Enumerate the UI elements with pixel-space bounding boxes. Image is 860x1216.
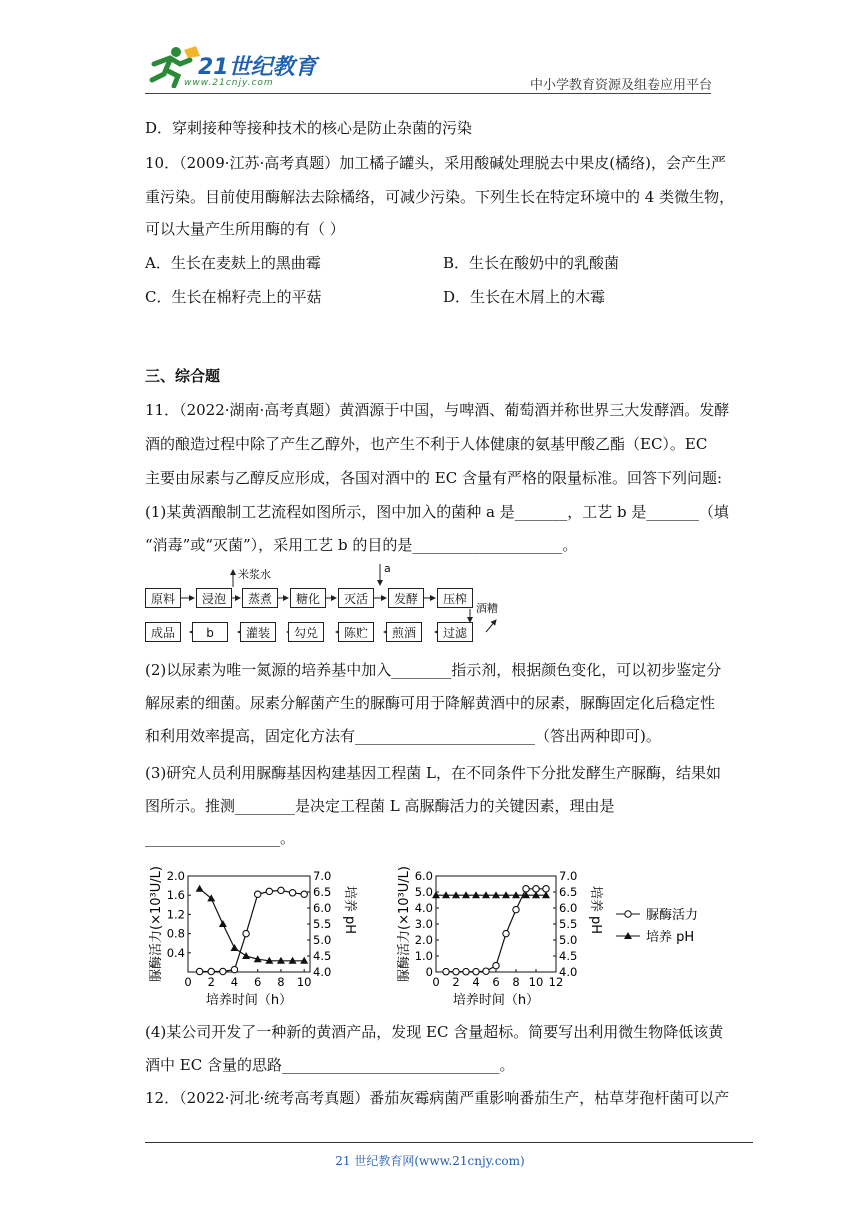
flow-step-saccharify: 糖化 [290,588,326,608]
x-tick-label: 2 [452,975,460,989]
y-tick-label: 0.8 [166,926,185,941]
y-tick-label: 3.0 [414,917,433,931]
x-tick-label: 12 [548,975,564,989]
data-point-circle [196,968,202,974]
y2-tick-label: 5.0 [313,933,332,947]
y-tick-label: 5.0 [414,885,433,899]
y-tick-label: 1.0 [414,949,433,963]
data-point-circle [289,890,295,896]
header [140,40,720,95]
x-tick-label: 2 [207,975,215,989]
x-tick-label: 10 [296,975,312,989]
data-point-circle [523,886,529,892]
q11-part2-2: 解尿素的细菌。尿素分解菌产生的脲酶可用于降解黄酒中的尿素，脲酶固定化后稳定性 [145,694,716,712]
y2-tick-label: 4.5 [559,949,578,963]
legend-marker-circle [625,911,631,917]
y2-tick-label: 7.0 [559,869,578,883]
data-point-circle [255,891,261,897]
q10-stem-2: 重污染。目前使用酶解法去除橘络，可减少污染。下列生长在特定环境中的 4 类微生物， [145,188,735,206]
q11-part4-2: 酒中 EC 含量的思路_____________________________。 [145,1056,515,1074]
y-tick-label: 0 [425,965,433,979]
header-rule [145,93,711,94]
y-axis-label: 脲酶活力(×10³U/L) [149,866,164,982]
data-point-circle [493,962,499,968]
data-point-circle [473,968,479,974]
flow-out-label: 米浆水 [238,568,271,581]
x-tick-label: 8 [512,975,520,989]
q10-stem-1: 10．（2009·江苏·高考真题）加工橘子罐头，采用酸碱处理脱去中果皮(橘络)，会产生严 [145,154,727,172]
flow-step-bottling: 灌装 [240,622,276,642]
section-title: 三、综合题 [145,367,221,385]
data-point-circle [266,888,272,894]
logo-text: 21世纪教育 [198,55,317,80]
y-tick-label: 1.2 [166,907,185,922]
y2-axis-label: 培养 pH [342,885,357,935]
chart-urease-ph-2 [378,850,718,1010]
y2-tick-label: 6.0 [313,901,332,915]
x-tick-label: 0 [184,975,192,989]
flow-in-label: a [384,562,391,575]
series-line [446,889,546,972]
data-point-circle [533,886,539,892]
x-tick-label: 4 [472,975,480,989]
q11-part1-1: (1)某黄酒酿制工艺流程如图所示，图中加入的菌种 a 是_______，工艺 b 是_______（填 [145,503,729,521]
q10-option-c: C．生长在棉籽壳上的平菇 [145,288,322,306]
y-tick-label: 2.0 [414,933,433,947]
x-tick-label: 6 [254,975,262,989]
y2-tick-label: 5.5 [313,917,332,931]
flow-step-product: 成品 [145,622,181,642]
x-axis-label: 培养时间（h） [452,993,540,1008]
header-right-text: 中小学教育资源及组卷应用平台 [530,78,713,93]
q11-stem-2: 酒的酿造过程中除了产生乙醇外，也产生不利于人体健康的氨基甲酸乙酯（EC）。EC [145,435,708,453]
flow-step-blend: 勾兑 [288,622,324,642]
y-tick-label: 2.0 [166,869,185,883]
flow-side-label: 酒糟 [476,602,498,615]
q10-stem-3: 可以大量产生所用酶的有（ ） [145,220,345,238]
q11-part1-2: “消毒”或“灭菌”），采用工艺 b 的目的是____________________。 [145,536,578,554]
data-point-circle [278,887,284,893]
y2-tick-label: 6.5 [313,885,332,899]
data-point-circle [513,906,519,912]
footer-rule [145,1142,753,1143]
legend-label-urease: 脲酶活力 [646,908,699,923]
data-point-circle [301,891,307,897]
y-tick-label: 6.0 [414,869,433,883]
data-point-circle [231,966,237,972]
x-tick-label: 0 [432,975,440,989]
y-axis-label: 脲酶活力(×10³U/L) [397,866,412,982]
flow-step-filter: 过滤 [437,622,473,642]
data-point-circle [483,968,489,974]
flow-step-age: 陈贮 [338,622,374,642]
series-line [200,889,305,961]
y2-tick-label: 4.0 [313,965,332,979]
data-point-triangle [196,885,204,892]
y2-tick-label: 6.5 [559,885,578,899]
data-point-circle [243,930,249,936]
y2-tick-label: 7.0 [313,869,332,883]
flow-step-inactivate: 灭活 [338,588,374,608]
flow-step-decoct: 煎酒 [386,622,422,642]
y2-axis-label: 培养 pH [588,885,603,935]
q11-stem-1: 11．（2022·湖南·高考真题）黄酒源于中国，与啤酒、葡萄酒并称世界三大发酵酒。发酵 [145,401,730,419]
x-axis-label: 培养时间（h） [205,993,293,1008]
q11-part2-1: (2)以尿素为唯一氮源的培养基中加入________指示剂，根据颜色变化，可以初步鉴定分 [145,661,722,679]
y-tick-label: 0.4 [166,945,185,960]
data-point-circle [453,968,459,974]
q12-stem-1: 12．（2022·河北·统考高考真题）番茄灰霉病菌严重影响番茄生产，枯草芽孢杆菌可以产 [145,1089,730,1107]
y2-tick-label: 4.5 [313,949,332,963]
q10-option-a: A．生长在麦麸上的黑曲霉 [145,254,321,272]
q11-part2-3: 和利用效率提高，固定化方法有________________________（答出两种即可)。 [145,727,661,745]
q11-part3-1: (3)研究人员利用脲酶基因构建基因工程菌 L，在不同条件下分批发酵生产脲酶，结果如 [145,764,721,782]
x-tick-label: 8 [277,975,285,989]
data-point-triangle [219,920,227,927]
y2-tick-label: 5.5 [559,917,578,931]
q11-part3-3: __________________。 [145,829,296,847]
data-point-circle [543,886,549,892]
q9-option-d: D．穿刺接种等接种技术的核心是防止杂菌的污染 [145,119,473,137]
data-point-triangle [242,952,250,959]
data-point-circle [463,968,469,974]
x-tick-label: 6 [492,975,500,989]
data-point-circle [443,968,449,974]
legend-label-ph: 培养 pH [646,930,695,945]
q11-stem-3: 主要由尿素与乙醇反应形成，各国对酒中的 EC 含量有严格的限量标准。回答下列问题: [145,469,723,487]
y-tick-label: 1.6 [166,888,185,903]
data-point-triangle [230,944,238,951]
flow-step-raw: 原料 [145,588,181,608]
data-point-circle [220,968,226,974]
y-tick-label: 4.0 [414,901,433,915]
y2-tick-label: 5.0 [559,933,578,947]
q11-part4-1: (4)某公司开发了一种新的黄酒产品，发现 EC 含量超标。简要写出利用微生物降低该黄 [145,1023,724,1041]
flow-step-ferment: 发酵 [388,588,424,608]
q11-part3-2: 图所示。推测________是决定工程菌 L 高脲酶活力的关键因素，理由是 [145,797,615,815]
flow-step-soak: 浸泡 [196,588,232,608]
flow-step-press: 压榨 [437,588,473,608]
flow-step-steam: 蒸煮 [242,588,278,608]
data-point-circle [503,930,509,936]
x-tick-label: 10 [528,975,544,989]
footer-text: 21 世纪教育网(www.21cnjy.com) [335,1154,525,1168]
y2-tick-label: 4.0 [559,965,578,979]
x-tick-label: 4 [230,975,239,989]
data-point-circle [208,968,214,974]
logo-url: www.21cnjy.com [184,78,274,88]
series-line [200,890,305,971]
q10-option-d: D．生长在木屑上的木霉 [443,288,606,306]
y2-tick-label: 6.0 [559,901,578,915]
q10-option-b: B．生长在酸奶中的乳酸菌 [443,254,620,272]
chart-urease-ph-1 [140,850,365,1010]
flow-step-b: b [192,622,228,642]
